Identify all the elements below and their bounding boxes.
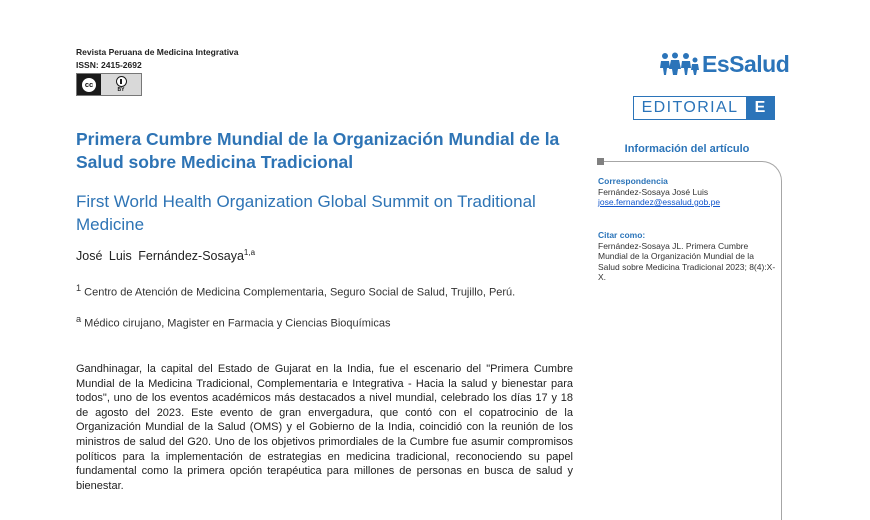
attribution-icon	[116, 76, 127, 87]
correspondence-block	[598, 176, 778, 208]
affiliation-mark: 1	[76, 283, 82, 293]
affiliation-mark: a	[76, 314, 82, 324]
correspondence-name: Fernández-Sosaya José Luis	[598, 186, 709, 197]
sidebar-title: Información del artículo	[624, 143, 750, 155]
cc-by-license-badge[interactable]	[76, 73, 142, 96]
sidebar-frame	[740, 161, 782, 520]
journal-issn: ISSN: 2415-2692	[76, 59, 142, 70]
essalud-logo	[660, 48, 789, 76]
by-label: BY	[117, 87, 125, 93]
cite-heading: Citar como:	[598, 230, 646, 240]
cite-text: Fernández-Sosaya JL. Primera Cumbre Mundial de la Organización Mundial de la Salud sobre Medicina Tradicional 2023; 8(4):X-X.	[598, 240, 776, 282]
affiliation-2	[76, 314, 390, 330]
article-title-english: First World Health Organization Global Summit on Traditional Medicine	[76, 192, 536, 234]
article-body-paragraph: Gandhinagar, la capital del Estado de Gujarat en la India, fue el escenario del "Primera Cumbre Mundial de la Medicina Tradicional, Complementaria e Integrativa - Hacia la salud y bienestar para todos", uno de los eventos académicos más destacados a nivel mundial, celebrado los días 17 y 18 de agosto del 2023. Este evento de gran envergadura, que contó con el copatrocinio de la Organización Mundial de la Salud (OMS) y el Gobierno de la India, coincidió con la reunión de los ministros de salud del G20. Uno de los objetivos primordiales de la Cumbre fue asumir compromisos políticos para la implementación de estrategias en medicina tradicional, reconociendo su papel fundamental como la primera opción terapéutica para millones de personas en busca de salud y bienestar.	[76, 363, 573, 492]
family-figures-icon	[660, 52, 700, 76]
logo-wordmark: EsSalud	[702, 51, 790, 77]
sidebar-divider	[598, 161, 758, 162]
correspondence-email-link[interactable]: jose.fernandez@essalud.gob.pe	[598, 197, 721, 207]
section-badge	[633, 96, 775, 120]
creative-commons-icon: cc	[80, 76, 98, 94]
correspondence-heading: Correspondencia	[598, 176, 668, 186]
section-letter: E	[746, 97, 774, 119]
affiliation-text: Centro de Atención de Medicina Complementaria, Seguro Social de Salud, Trujillo, Perú.	[84, 286, 516, 299]
journal-info	[76, 46, 239, 71]
sidebar-marker	[597, 158, 604, 165]
cite-block	[598, 230, 778, 283]
author-line	[76, 248, 255, 263]
affiliation-1	[76, 283, 515, 299]
affiliation-text: Médico cirujano, Magister en Farmacia y Ciencias Bioquímicas	[84, 317, 391, 330]
author-affiliation-marks: 1,a	[243, 248, 256, 257]
section-label: EDITORIAL	[641, 99, 739, 116]
journal-name: Revista Peruana de Medicina Integrativa	[76, 47, 239, 57]
author-name: José Luis Fernández-Sosaya	[76, 249, 244, 264]
article-title-spanish: Primera Cumbre Mundial de la Organización Mundial de la Salud sobre Medicina Tradicional	[76, 129, 560, 172]
